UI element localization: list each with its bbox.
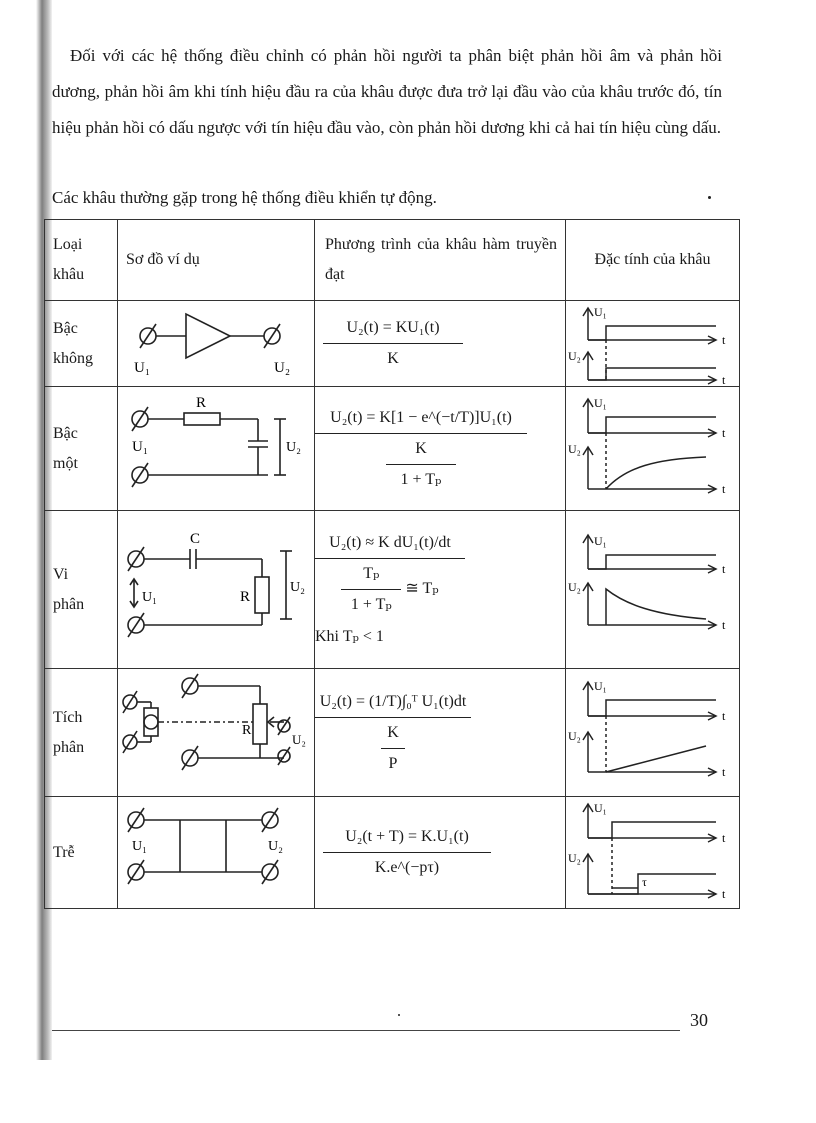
t-label: t bbox=[722, 561, 726, 576]
equation-cell bbox=[315, 387, 566, 511]
diagram-cell bbox=[118, 387, 315, 511]
diagram-cell bbox=[118, 301, 315, 387]
equation-main: U₂(t) ≈ K dU₁(t)/dt bbox=[329, 533, 451, 551]
resistor-label: R bbox=[240, 588, 251, 605]
exponential-decay-chart bbox=[566, 515, 739, 665]
t-label: t bbox=[722, 830, 726, 845]
elements-table bbox=[44, 219, 740, 909]
row-type bbox=[45, 797, 118, 909]
tf-numerator: K bbox=[387, 723, 399, 741]
output-label: U₂ bbox=[286, 439, 301, 455]
header-diagram: Sơ đồ ví dụ bbox=[118, 220, 315, 301]
row-type bbox=[45, 511, 118, 669]
u1-label: U₁ bbox=[594, 304, 607, 319]
input-label: U₁ bbox=[132, 438, 149, 455]
characteristic-cell bbox=[566, 301, 740, 387]
diagram-cell bbox=[118, 511, 315, 669]
u2-label: U₂ bbox=[568, 850, 581, 865]
table-caption: Các khâu thường gặp trong hệ thống điều khiển tự động. bbox=[52, 188, 437, 207]
characteristic-cell bbox=[566, 511, 740, 669]
equation-cell bbox=[315, 669, 566, 797]
equation-cell bbox=[315, 301, 566, 387]
tf-denominator: 1 + Tₚ bbox=[350, 595, 392, 613]
exponential-rise-chart bbox=[566, 389, 739, 509]
type-line1: Bậc bbox=[53, 319, 78, 337]
u2-label: U₂ bbox=[568, 441, 581, 456]
delay-diagram bbox=[118, 798, 306, 908]
stray-dot bbox=[708, 196, 711, 199]
t-label: t bbox=[722, 425, 726, 440]
table-row bbox=[45, 387, 740, 511]
row-type bbox=[45, 669, 118, 797]
table-row bbox=[45, 797, 740, 909]
characteristic-cell bbox=[566, 797, 740, 909]
transfer-function: K bbox=[387, 350, 399, 367]
u1-label: U₁ bbox=[594, 395, 607, 410]
u1-label: U₁ bbox=[594, 678, 607, 693]
delay-response-chart bbox=[566, 798, 739, 908]
row-type bbox=[45, 387, 118, 511]
type-line1: Trễ bbox=[53, 843, 75, 861]
tf-denominator: 1 + Tₚ bbox=[400, 470, 442, 488]
equation-main: U₂(t + T) = K.U₁(t) bbox=[345, 828, 469, 845]
input-label: U₁ bbox=[134, 359, 151, 376]
tf-denominator: P bbox=[388, 754, 398, 772]
tau-label: τ bbox=[642, 874, 647, 889]
table-row bbox=[45, 301, 740, 387]
amplifier-diagram bbox=[118, 302, 306, 386]
type-line2: phân bbox=[53, 738, 85, 756]
equation-main: U₂(t) = KU₁(t) bbox=[346, 319, 440, 336]
t-label: t bbox=[722, 481, 726, 496]
u1-label: U₁ bbox=[594, 800, 607, 815]
header-equation: Phương trình của khâu hàm truyền đạt bbox=[315, 220, 566, 301]
intro-paragraph: Đối với các hệ thống điều chỉnh có phản hồi người ta phân biệt phản hồi âm và phản hồi dương, phản hồi âm khi tính hiệu đầu ra của khâu được đưa trở lại đầu vào của khâu trước đó, tín hiệu phản hồi có dấu ngược với tín hiệu đầu vào, còn phản hồi dương khi cả hai tín hiệu cùng dấu. bbox=[52, 46, 722, 137]
type-line1: Vi bbox=[53, 565, 69, 583]
tf-numerator: K bbox=[415, 439, 427, 457]
u2-label: U₂ bbox=[568, 579, 581, 594]
header-type: Loại khâu bbox=[45, 220, 118, 301]
table-header-row bbox=[45, 220, 740, 301]
type-line1: Bậc bbox=[53, 424, 78, 442]
input-label: U₁ bbox=[142, 589, 157, 605]
t-label: t bbox=[722, 617, 726, 632]
t-label: t bbox=[722, 372, 726, 386]
t-label: t bbox=[722, 332, 726, 347]
page-number: 30 bbox=[690, 1010, 708, 1030]
resistor-label: R bbox=[196, 394, 207, 411]
characteristic-cell bbox=[566, 669, 740, 797]
u2-label: U₂ bbox=[568, 728, 581, 743]
capacitor-label: C bbox=[190, 530, 201, 547]
output-label: U₂ bbox=[274, 359, 291, 376]
footer-rule bbox=[52, 1030, 680, 1031]
stray-dot bbox=[398, 1014, 400, 1016]
rc-highpass-diagram bbox=[118, 515, 306, 665]
rc-lowpass-diagram bbox=[118, 389, 306, 509]
step-response-chart bbox=[566, 302, 739, 386]
type-line2: không bbox=[53, 349, 93, 367]
condition-text: Khi Tₚ < 1 bbox=[315, 627, 384, 645]
equation-cell bbox=[315, 511, 566, 669]
integrator-diagram bbox=[118, 670, 306, 796]
type-line2: phân bbox=[53, 595, 85, 613]
table-row bbox=[45, 511, 740, 669]
resistor-label: R bbox=[242, 722, 252, 738]
header-characteristic: Đặc tính của khâu bbox=[566, 220, 740, 301]
output-label: U₂ bbox=[268, 838, 283, 854]
equation-main: U₂(t) = (1/T)∫₀ᵀ U₁(t)dt bbox=[319, 692, 467, 710]
input-label: U₁ bbox=[132, 838, 147, 854]
u1-label: U₁ bbox=[594, 533, 607, 548]
tf-approx: ≅ Tₚ bbox=[405, 580, 439, 597]
tf-numerator: Tₚ bbox=[363, 564, 380, 582]
t-label: t bbox=[722, 886, 726, 901]
t-label: t bbox=[722, 708, 726, 723]
output-label: U₂ bbox=[290, 579, 305, 595]
type-line2: một bbox=[53, 454, 78, 472]
diagram-cell bbox=[118, 797, 315, 909]
diagram-cell bbox=[118, 669, 315, 797]
output-label: U₂ bbox=[292, 731, 306, 747]
equation-cell bbox=[315, 797, 566, 909]
row-type bbox=[45, 301, 118, 387]
ramp-response-chart bbox=[566, 670, 739, 796]
characteristic-cell bbox=[566, 387, 740, 511]
t-label: t bbox=[722, 764, 726, 779]
u2-label: U₂ bbox=[568, 348, 581, 363]
equation-main: U₂(t) = K[1 − e^(−t/T)]U₁(t) bbox=[330, 408, 512, 426]
transfer-function: K.e^(−pτ) bbox=[374, 859, 440, 876]
type-line1: Tích bbox=[53, 708, 83, 726]
table-row bbox=[45, 669, 740, 797]
